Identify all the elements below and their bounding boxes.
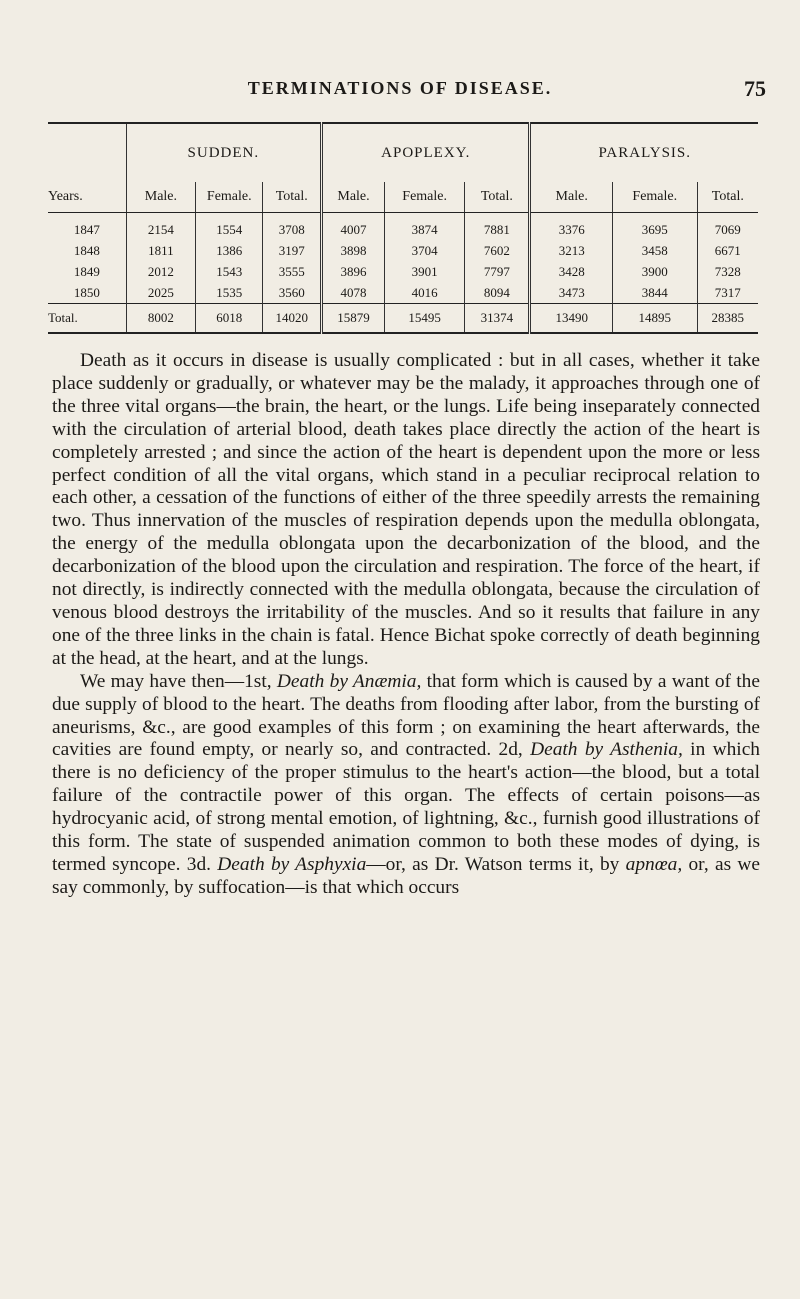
table-cell: 1535 [196, 282, 263, 304]
total-cell: 14020 [263, 304, 322, 334]
table-cell: 3900 [612, 261, 697, 282]
table-cell: 3896 [322, 261, 385, 282]
p2-text-c: in which there is no deficiency of the proper stimulus to the heart's action—the blood, but a total failure of the contractile power of this organ. The effects of certain poisons—as hydrocyanic acid, of strong mental emotion, of lightning, &c., furnish good illustrations of this form. The state of suspended animation common to both these modes of dying, is termed syncope. 3d. [52, 739, 760, 875]
paragraph-2 [52, 671, 760, 900]
table-row [48, 240, 758, 261]
mortality-table [48, 122, 758, 334]
total-cell: 13490 [530, 304, 613, 334]
apoplexy-male-header: Male. [322, 182, 385, 213]
total-cell: 15495 [384, 304, 464, 334]
table-cell: 7797 [465, 261, 530, 282]
p2-text-d: —or, as Dr. Watson terms it, by [366, 853, 626, 875]
subheader-row [48, 182, 758, 213]
total-cell: 6018 [196, 304, 263, 334]
group-header-row [48, 123, 758, 182]
table-cell: 1811 [126, 240, 195, 261]
years-header: Years. [48, 182, 126, 213]
table-cell: 2012 [126, 261, 195, 282]
table-row [48, 261, 758, 282]
table-cell: 1386 [196, 240, 263, 261]
table-row [48, 213, 758, 241]
body-text [52, 350, 760, 900]
table-cell: 3376 [530, 213, 613, 241]
running-title: TERMINATIONS OF DISEASE. [247, 78, 553, 98]
total-cell: 28385 [697, 304, 758, 334]
running-head [0, 76, 800, 106]
year-cell: 1849 [73, 263, 100, 279]
table-cell: 3197 [263, 240, 322, 261]
sudden-total-header: Total. [263, 182, 322, 213]
total-cell: 31374 [465, 304, 530, 334]
group-header-paralysis: PARALYSIS. [530, 123, 758, 182]
blank-header-cell [48, 123, 126, 182]
paralysis-female-header: Female. [612, 182, 697, 213]
table-cell: 3901 [384, 261, 464, 282]
term-death-anaemia: Death by Anæmia, [276, 670, 422, 692]
table-row [48, 282, 758, 304]
sudden-male-header: Male. [126, 182, 195, 213]
table-cell: 3704 [384, 240, 464, 261]
total-row [48, 304, 758, 334]
table-cell: 3473 [530, 282, 613, 304]
paragraph-1: Death as it occurs in disease is usually complicated : but in all cases, whether it take place suddenly or gradually, or whatever may be the malady, it approaches through one of the three vital organs—the brain, the heart, or the lungs. Life being inseparately connected with the circulation of arterial blood, death takes place directly the action of the heart is completely arrested ; and since the action of the heart is dependent upon the more or less perfect condition of all the vital organs, which stand in a peculiar reciprocal relation to each other, a cessation of the functions of either of the three speedily arrests the remaining two. Thus innervation of the muscles of respiration depends upon the medulla oblongata, the energy of the medulla oblongata upon the decarbonization of the blood, and the decarbonization of the blood upon the circulation and respiration. The force of the heart, if not directly, is indirectly connected with the medulla oblongata, because the circulation of venous blood destroys the irritability of the muscles. And so it results that failure in any one of the three links in the chain is fatal. Hence Bichat spoke correctly of death beginning at the head, at the heart, and at the lungs. [52, 350, 760, 669]
table-cell: 1543 [196, 261, 263, 282]
year-cell: 1847 [73, 221, 100, 237]
table-cell: 3695 [612, 213, 697, 241]
table-cell: 7069 [697, 213, 758, 241]
table-cell: 4007 [322, 213, 385, 241]
p2-text-b: that form which is caused by a want of the due supply of blood to the heart. The deaths from flooding after labor, from the bursting of aneurisms, &c., are good examples of this form ; on examining the heart afterwards, the cavities are found empty, or nearly so, and contracted. 2d, [52, 670, 760, 761]
paralysis-total-header: Total. [697, 182, 758, 213]
year-cell: 1848 [73, 242, 100, 258]
total-cell: 15879 [322, 304, 385, 334]
table-cell: 3458 [612, 240, 697, 261]
table-cell: 3213 [530, 240, 613, 261]
table-cell: 2025 [126, 282, 195, 304]
p2-text-a: We may have then—1st, [80, 670, 277, 692]
page-number: 75 [744, 76, 766, 101]
total-cell: 14895 [612, 304, 697, 334]
table-cell: 3560 [263, 282, 322, 304]
term-death-asphyxia: Death by Asphyxia [217, 853, 367, 875]
table-cell: 4016 [384, 282, 464, 304]
term-apnoea: apnœa, [625, 853, 683, 875]
table-cell: 8094 [465, 282, 530, 304]
total-cell: 8002 [126, 304, 195, 334]
table-cell: 3708 [263, 213, 322, 241]
table-cell: 7602 [465, 240, 530, 261]
group-header-apoplexy: APOPLEXY. [322, 123, 530, 182]
paralysis-male-header: Male. [530, 182, 613, 213]
table-cell: 7881 [465, 213, 530, 241]
table-cell: 2154 [126, 213, 195, 241]
table-cell: 4078 [322, 282, 385, 304]
sudden-female-header: Female. [196, 182, 263, 213]
group-header-sudden: SUDDEN. [126, 123, 321, 182]
table-cell: 3844 [612, 282, 697, 304]
table-cell: 7317 [697, 282, 758, 304]
table-cell: 3428 [530, 261, 613, 282]
table-cell: 3555 [263, 261, 322, 282]
term-death-asthenia: Death by Asthenia, [530, 739, 683, 761]
year-cell: 1850 [73, 284, 100, 300]
table-cell: 3874 [384, 213, 464, 241]
table-cell: 3898 [322, 240, 385, 261]
table-cell: 1554 [196, 213, 263, 241]
p2-text-e: or, as we say commonly, by suffocation—is that which occurs [52, 853, 760, 898]
table-cell: 6671 [697, 240, 758, 261]
total-label: Total. [48, 304, 126, 334]
apoplexy-female-header: Female. [384, 182, 464, 213]
apoplexy-total-header: Total. [465, 182, 530, 213]
table-cell: 7328 [697, 261, 758, 282]
